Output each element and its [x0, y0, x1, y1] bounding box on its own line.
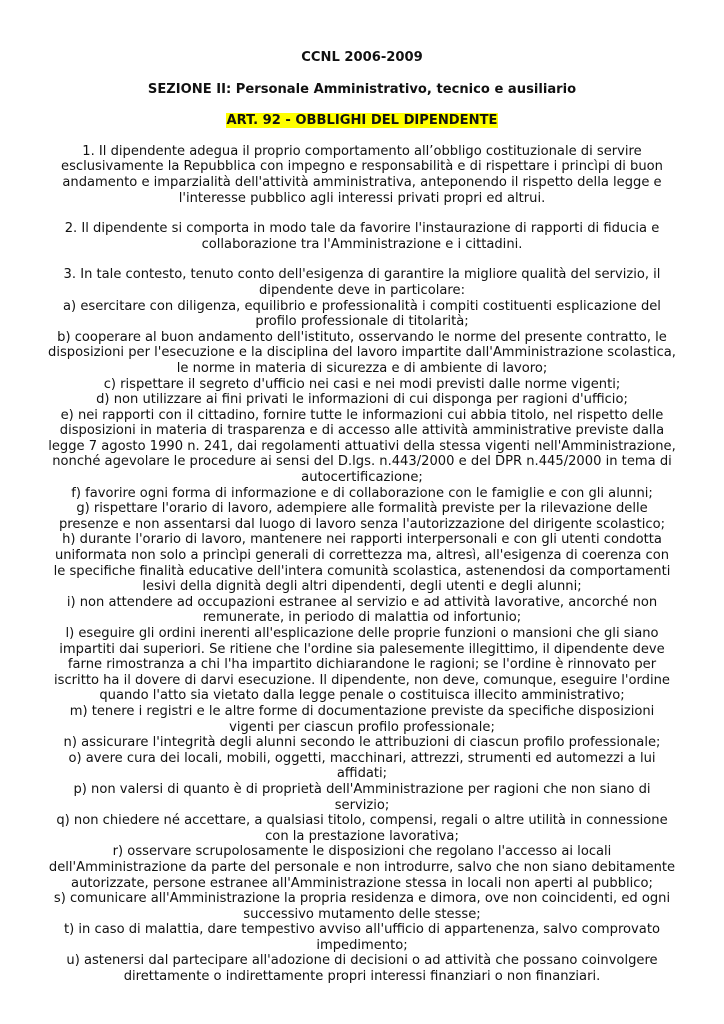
list-item: p) non valersi di quanto è di proprietà dell'Amministrazione per ragioni che non siano di servizio;: [73, 781, 651, 813]
document-title: CCNL 2006-2009: [301, 50, 423, 65]
list-item: u) astenersi dal partecipare all'adozione di decisioni o ad attività che possano coinvolgere direttamente o indirettamente propri interessi finanziari o non finanziari.: [66, 953, 658, 985]
list-item: g) rispettare l'orario di lavoro, adempiere alle formalità previste per la rilevazione delle presenze e non assentarsi dal luogo di lavoro senza l'autorizzazione del dirigente scolastico;: [58, 501, 666, 532]
list-item: o) avere cura dei locali, mobili, oggetti, macchinari, attrezzi, strumenti ed automezzi a lui affidati;: [68, 750, 656, 782]
section-heading: SEZIONE II: Personale Amministrativo, tecnico e ausiliario: [147, 81, 577, 97]
list-item: d) non utilizzare ai fini privati le informazioni di cui disponga per ragioni d'ufficio;: [96, 392, 628, 408]
list-item: m) tenere i registri e le altre forme di documentazione previste da specifiche disposizioni vigenti per ciascun profilo professionale;: [69, 703, 655, 735]
list-item: n) assicurare l'integrità degli alunni secondo le attribuzioni di ciascun profilo professionale;: [63, 735, 661, 751]
list-item: l) eseguire gli ordini inerenti all'esplicazione delle proprie funzioni o mansioni che gli siano impartiti dai superiori. Se ritiene che l'ordine sia palesemente illegittimo, il dipendente deve farne rimostranza a chi l'ha impartito dichiarandone le ragioni; se l'ordine è rinnovato per iscritto ha il dovere di darvi esecuzione. Il dipendente, non deve, comunque, eseguire l'ordine quando l'atto sia vietato dalla legge penale o costituisca illecito amministrativo;: [54, 626, 670, 704]
list-item: s) comunicare all'Amministrazione la propria residenza e dimora, ove non coincidenti, ed ogni successivo mutamento delle stesse;: [53, 891, 671, 922]
list-item: b) cooperare al buon andamento dell'istituto, osservando le norme del presente contratto, le disposizioni per l'esecuzione e la disciplina del lavoro impartite dall'Amministrazione scolastica, le norme in materia di sicurezza e di ambiente di lavoro;: [48, 329, 676, 376]
list-item: c) rispettare il segreto d'ufficio nei casi e nei modi previsti dalle norme vigenti;: [103, 376, 621, 392]
list-item: f) favorire ogni forma di informazione e di collaborazione con le famiglie e con gli alunni;: [71, 485, 653, 501]
list-item: r) osservare scrupolosamente le disposizioni che regolano l'accesso ai locali dell'Amministrazione da parte del personale e non introdurre, salvo che non siano debitamente autorizzate, persone estranee all'Amministrazione stessa in locali non aperti al pubblico;: [48, 844, 676, 891]
list-item: e) nei rapporti con il cittadino, fornire tutte le informazioni cui abbia titolo, nel rispetto delle disposizioni in materia di trasparenza e di accesso alle attività amministrative previste dalla legge 7 agosto 1990 n. 241, dai regolamenti attuativi della stessa vigenti nell'Amministrazione, nonché agevolare le procedure ai sensi del D.lgs. n.443/2000 e del DPR n.445/2000 in tema di autocertificazione;: [48, 407, 676, 486]
list-item: t) in caso di malattia, dare tempestivo avviso all'ufficio di appartenenza, salvo comprovato impedimento;: [64, 922, 660, 953]
list-item: h) durante l'orario di lavoro, mantenere nei rapporti interpersonali e con gli utenti condotta uniformata non solo a princìpi generali di correttezza ma, altresì, all'esigenza di coerenza con le specifiche finalità educative dell'intera comunità scolastica, astenendosi da comportamenti lesivi della dignità degli altri dipendenti, degli utenti e degli alunni;: [53, 532, 671, 595]
obligations-list: [48, 299, 676, 985]
list-item: q) non chiedere né accettare, a qualsiasi titolo, compensi, regali o altre utilità in connessione con la prestazione lavorativa;: [56, 813, 668, 844]
list-item: i) non attendere ad occupazioni estranee al servizio e ad attività lavorative, ancorché non remunerate, in periodo di malattia od infortunio;: [66, 594, 658, 626]
article-heading-highlight: ART. 92 - OBBLIGHI DEL DIPENDENTE: [226, 113, 498, 129]
document-page: [48, 50, 676, 985]
list-item: a) esercitare con diligenza, equilibrio e professionalità i compiti costituenti esplicazione del profilo professionale di titolarità;: [63, 298, 661, 330]
article-heading: [48, 113, 676, 129]
paragraph-3: 3. In tale contesto, tenuto conto dell'esigenza di garantire la migliore qualità del servizio, il dipendente deve in particolare:: [63, 267, 661, 298]
paragraph-2: 2. Il dipendente si comporta in modo tale da favorire l'instaurazione di rapporti di fiducia e collaborazione tra l'Amministrazione e i cittadini.: [64, 221, 660, 252]
paragraph-1: 1. Il dipendente adegua il proprio comportamento all’obbligo costituzionale di servire esclusivamente la Repubblica con impegno e responsabilità e di rispettare i princìpi di buon andamento e imparzialità dell'attività amministrativa, anteponendo il rispetto della legge e l'interesse pubblico agli interessi privati propri ed altrui.: [61, 143, 663, 206]
